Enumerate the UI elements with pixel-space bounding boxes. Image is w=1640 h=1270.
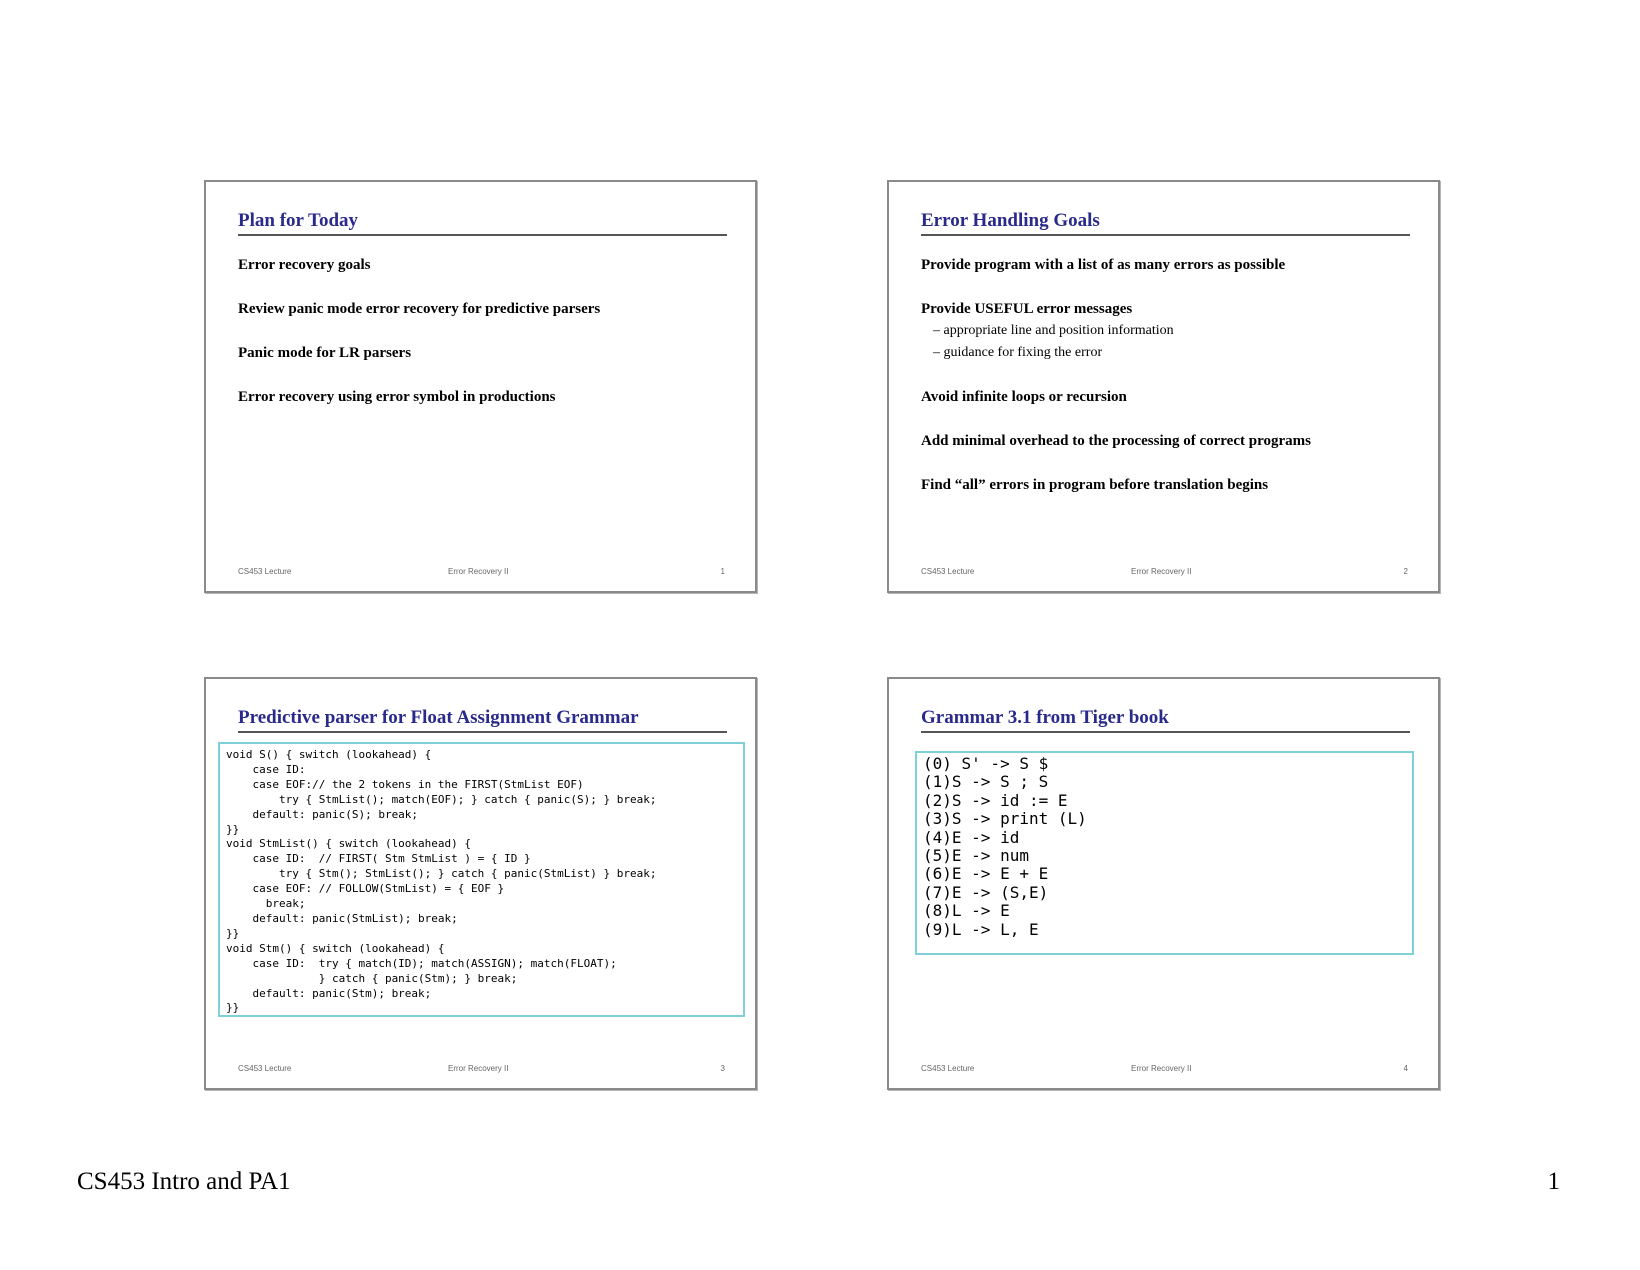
footer-course: CS453 Lecture [238, 1064, 292, 1073]
footer-page-number: 3 [720, 1064, 725, 1073]
bullet: Avoid infinite loops or recursion [921, 389, 1127, 405]
footer-page-number: 4 [1403, 1064, 1408, 1073]
footer-page-number: 2 [1403, 567, 1408, 576]
title-rule [238, 234, 727, 236]
sub-bullet: – guidance for fixing the error [933, 345, 1103, 360]
slide-2 [887, 180, 1440, 593]
slide-footer [238, 1064, 725, 1076]
slide-title: Grammar 3.1 from Tiger book [921, 707, 1169, 728]
bullet: Error recovery using error symbol in productions [238, 389, 556, 405]
slide-title: Plan for Today [238, 210, 359, 231]
slide-footer [921, 1064, 1408, 1076]
page-footer-title: CS453 Intro and PA1 [77, 1168, 291, 1195]
bullet: Error recovery goals [238, 257, 371, 273]
footer-course: CS453 Lecture [921, 1064, 975, 1073]
footer-topic: Error Recovery II [448, 1064, 509, 1073]
grammar-block: (0) S' -> S $ (1)S -> S ; S (2)S -> id := E (3)S -> print (L) (4)E -> id (5)E -> num (6)E -> E + E (7)E -> (S,E) (8)L -> E (9)L -> L, E [915, 751, 1414, 955]
footer-course: CS453 Lecture [238, 567, 292, 576]
slide-4 [887, 677, 1440, 1090]
footer-course: CS453 Lecture [921, 567, 975, 576]
slide-title: Predictive parser for Float Assignment Grammar [238, 707, 639, 728]
slide-title: Error Handling Goals [921, 210, 1100, 231]
slide-3 [204, 677, 757, 1090]
slide-footer [921, 567, 1408, 579]
slide-footer [238, 567, 725, 579]
bullet-list [921, 254, 1418, 496]
title-rule [238, 731, 727, 733]
bullet: Provide USEFUL error messages [921, 301, 1133, 317]
footer-topic: Error Recovery II [448, 567, 509, 576]
slide-1 [204, 180, 757, 593]
footer-topic: Error Recovery II [1131, 1064, 1192, 1073]
title-rule [921, 234, 1410, 236]
title-rule [921, 731, 1410, 733]
sub-bullet: – appropriate line and position information [933, 323, 1174, 338]
bullet: Find “all” errors in program before translation begins [921, 477, 1269, 493]
bullet: Review panic mode error recovery for predictive parsers [238, 301, 601, 317]
bullet: Provide program with a list of as many errors as possible [921, 257, 1286, 273]
bullet: Add minimal overhead to the processing of correct programs [921, 433, 1311, 449]
bullet: Panic mode for LR parsers [238, 345, 412, 361]
footer-topic: Error Recovery II [1131, 567, 1192, 576]
footer-page-number: 1 [720, 567, 725, 576]
code-block: void S() { switch (lookahead) { case ID: case EOF:// the 2 tokens in the FIRST(StmList EOF) try { StmList(); match(EOF); } catch { panic(S); } break; default: panic(S); break; }} void StmList() { switch (lookahead) { case ID: // FIRST( Stm StmList ) = { ID } try { Stm(); StmList(); } catch { panic(StmList) } break; case EOF: // FOLLOW(StmList) = { EOF } break; default: panic(StmList); break; }} void Stm() { switch (lookahead) { case ID: try { match(ID); match(ASSIGN); match(FLOAT); } catch { panic(Stm); } break; default: panic(Stm); break; }} [218, 742, 745, 1017]
page-number: 1 [1547, 1168, 1560, 1195]
bullet-list [238, 254, 735, 408]
